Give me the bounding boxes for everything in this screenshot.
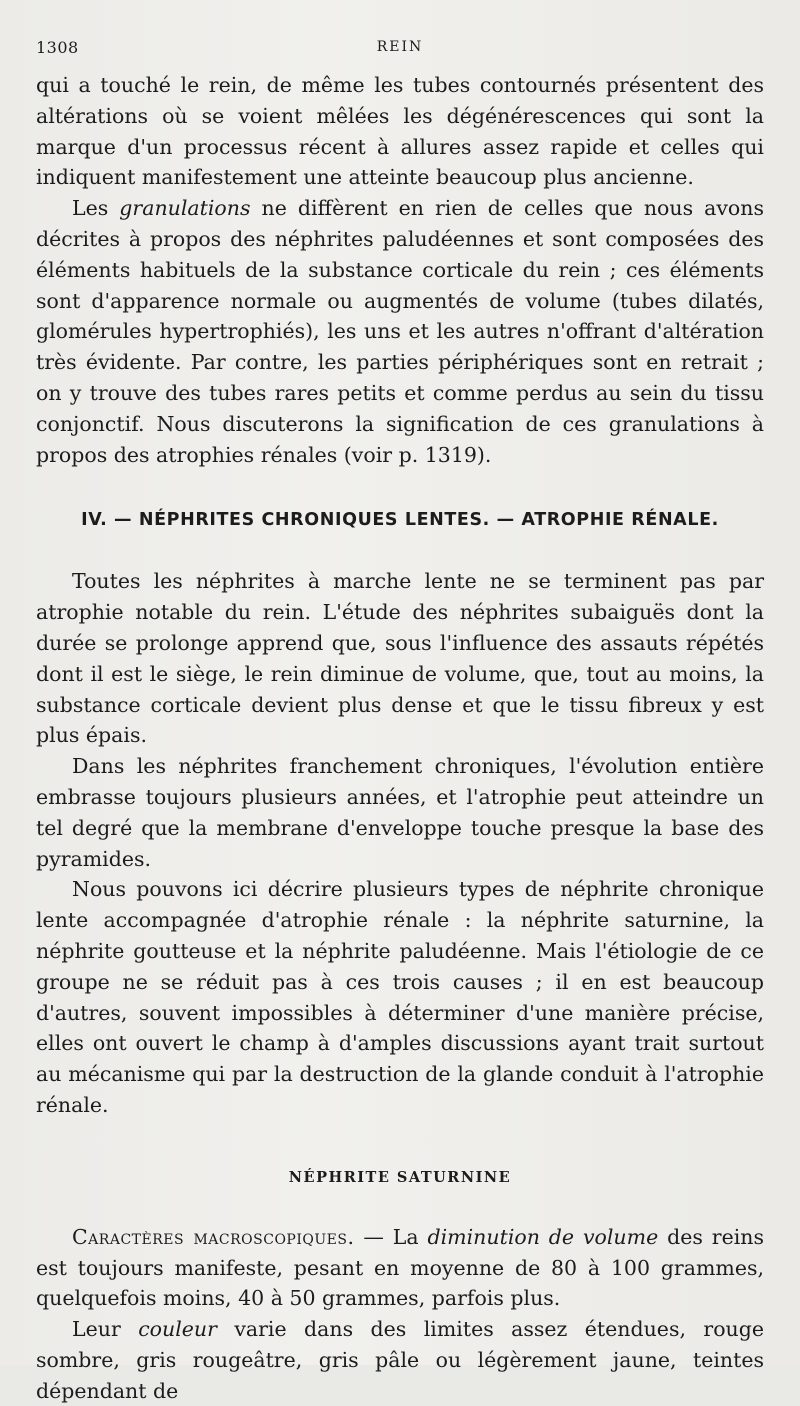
granulations-term: granulations xyxy=(119,196,251,221)
running-head xyxy=(36,30,764,70)
macroscopic-dash: — La xyxy=(354,1224,428,1249)
paragraph-macroscopic xyxy=(36,1222,764,1314)
paragraph-granulations xyxy=(36,193,764,470)
paragraph-section-3: Nous pouvons ici décrire plusieurs types de néphrite chronique lente accompagnée d'atrophie rénale : la néphrite saturnine, la néphrite goutteuse et la néphrite paludéenne. Mais l'étiologie de ce groupe ne se réduit pas à ces trois causes ; il en est beaucoup d'autres, souvent impossibles à déterminer d'une manière précise, elles ont ouvert le champ à d'amples discussions ayant trait surtout au mécanisme qui par la destruction de la glande conduit à l'atrophie rénale. xyxy=(36,877,764,1117)
subsection-heading: NÉPHRITE SATURNINE xyxy=(288,1168,512,1186)
macroscopic-label: Caractères macroscopiques. xyxy=(72,1224,355,1249)
paragraph-section-2: Dans les néphrites franchement chroniques, l'évolution entière embrasse toujours plusieurs années, et l'atrophie peut atteindre un tel degré que la membrane d'enveloppe touche presque la base des pyramides. xyxy=(36,754,764,871)
granulations-lead: Les xyxy=(72,196,120,221)
paragraph-section-1: Toutes les néphrites à marche lente ne se terminent pas par atrophie notable du rein. L'étude des néphrites subaiguës dont la durée se prolonge apprend que, sous l'influence des assauts répétés dont il est le siège, le rein diminue de volume, que, tout au moins, la substance corticale devient plus dense et que le tissu fibreux y est plus épais. xyxy=(36,569,764,748)
couleur-lead: Leur xyxy=(72,1317,139,1342)
couleur-text: varie dans des limites assez étendues, rouge sombre, gris rougeâtre, gris pâle ou légèrement jaune, teintes dépendant de xyxy=(36,1317,765,1403)
paragraph-continuation: qui a touché le rein, de même les tubes contournés présentent des altérations où se voient mêlées les dégénérescences qui sont la marque d'un processus récent à allures assez rapide et celles qui indiquent manifestement une atteinte beaucoup plus ancienne. xyxy=(36,73,764,190)
page-number: 1308 xyxy=(36,38,79,57)
paragraph-couleur xyxy=(36,1314,764,1406)
granulations-text: ne diffèrent en rien de celles que nous avons décrites à propos des néphrites paludéennes et sont composées des éléments habituels de la substance corticale du rein ; ces éléments sont d'apparence normale ou augmentés de volume (tubes dilatés, glomérules hypertrophiés), les uns et les autres n'offrant d'altération très évidente. Par contre, les parties périphériques sont en retrait ; on y trouve des tubes rares petits et comme perdus au sein du tissu conjonctif. Nous discuterons la signification de ces granulations à propos des atrophies rénales (voir p. 1319). xyxy=(36,196,764,467)
running-title: REIN xyxy=(376,39,424,55)
couleur-term: couleur xyxy=(138,1317,217,1342)
macroscopic-text: des reins est toujours manifeste, pesant en moyenne de 80 à 100 grammes, quelquefois moins, 40 à 50 grammes, parfois plus. xyxy=(36,1224,764,1311)
section-heading: IV. — NÉPHRITES CHRONIQUES LENTES. — ATROPHIE RÉNALE. xyxy=(81,510,719,531)
macroscopic-term: diminution de volume xyxy=(427,1224,659,1249)
